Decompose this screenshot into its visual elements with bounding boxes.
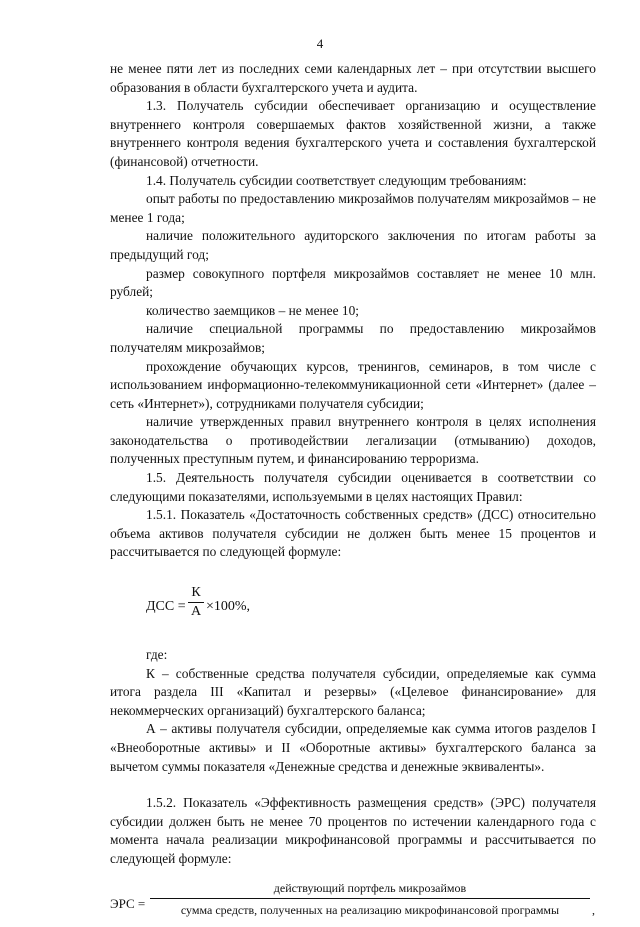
formula-ers-denominator: сумма средств, полученных на реализацию микрофинансовой программы bbox=[180, 902, 560, 917]
paragraph: не менее пяти лет из последних семи календарных лет – при отсутствии высшего образования в области бухгалтерского учета и аудита. bbox=[110, 61, 596, 95]
document-body bbox=[110, 60, 596, 927]
formula-dss-rhs: ×100%, bbox=[206, 599, 251, 615]
paragraph: 1.3. Получатель субсидии обеспечивает организацию и осуществление внутреннего контроля совершаемых фактов хозяйственной жизни, а также внутреннего контроля ведения бухгалтерского учета и составления бухгалтерской (финансовой) отчетности. bbox=[110, 98, 596, 169]
definition-a: А – активы получателя субсидии, определяемые как сумма итогов разделов I «Внеоборотные активы» и II «Оборотные активы» бухгалтерского баланса за вычетом суммы показателя «Денежные средства и денежные эквиваленты». bbox=[110, 721, 596, 774]
fraction-bar bbox=[150, 898, 590, 899]
paragraph: 1.5.1. Показатель «Достаточность собственных средств» (ДСС) относительно объема активов получателя субсидии не должен быть менее 15 процентов и рассчитывается по следующей формуле: bbox=[110, 507, 596, 560]
formula-ers-lhs: ЭРС = bbox=[110, 895, 146, 911]
paragraph: 1.4. Получатель субсидии соответствует следующим требованиям: bbox=[146, 172, 527, 188]
paragraph-1-5-2: 1.5.2. Показатель «Эффективность размещения средств» (ЭРС) получателя субсидии должен быть не менее 70 процентов по истечении календарного года с момента начала реализации микрофинансовой программы и рассчитывается по следующей формуле: bbox=[110, 795, 596, 866]
where-label: где: bbox=[146, 647, 168, 663]
formula-dss bbox=[146, 580, 596, 636]
formula-dss-fraction bbox=[188, 584, 204, 621]
definition-k: К – собственные средства получателя субсидии, определяемые как сумма итога раздела III «Капитал и резервы» («Целевое финансирование» для некоммерческих организаций) бухгалтерского баланса; bbox=[110, 665, 596, 718]
paragraph: количество заемщиков – не менее 10; bbox=[146, 302, 360, 318]
formula-dss-lhs: ДСС = bbox=[146, 599, 186, 615]
formula-ers bbox=[110, 879, 596, 927]
paragraph: наличие специальной программы по предоставлению микрозаймов получателям микрозаймов; bbox=[110, 321, 596, 355]
paragraph: наличие утвержденных правил внутреннего контроля в целях исполнения законодательства о противодействии легализации (отмыванию) доходов, полученных преступным путем, и финансированию терроризма. bbox=[110, 414, 596, 467]
page-number: 4 bbox=[316, 36, 324, 51]
paragraph: размер совокупного портфеля микрозаймов составляет не менее 10 млн. рублей; bbox=[110, 265, 596, 300]
formula-ers-numerator: действующий портфель микрозаймов bbox=[273, 880, 467, 895]
formula-ers-suffix: , bbox=[592, 902, 595, 917]
formula-dss-numerator: К bbox=[191, 585, 201, 601]
paragraph: опыт работы по предоставлению микрозаймов получателям микрозаймов – не менее 1 года; bbox=[110, 191, 596, 225]
paragraph: наличие положительного аудиторского заключения по итогам работы за предыдущий год; bbox=[110, 228, 596, 262]
formula-dss-denominator: А bbox=[190, 604, 202, 620]
paragraph: 1.5. Деятельность получателя субсидии оценивается в соответствии со следующими показателями, используемыми в целях настоящих Правил: bbox=[110, 470, 596, 504]
paragraph: прохождение обучающих курсов, тренингов, семинаров, в том числе с использованием информационно-телекоммуникационной сети «Интернет» (далее – сеть «Интернет»), сотрудниками получателя субсидии; bbox=[110, 358, 596, 411]
